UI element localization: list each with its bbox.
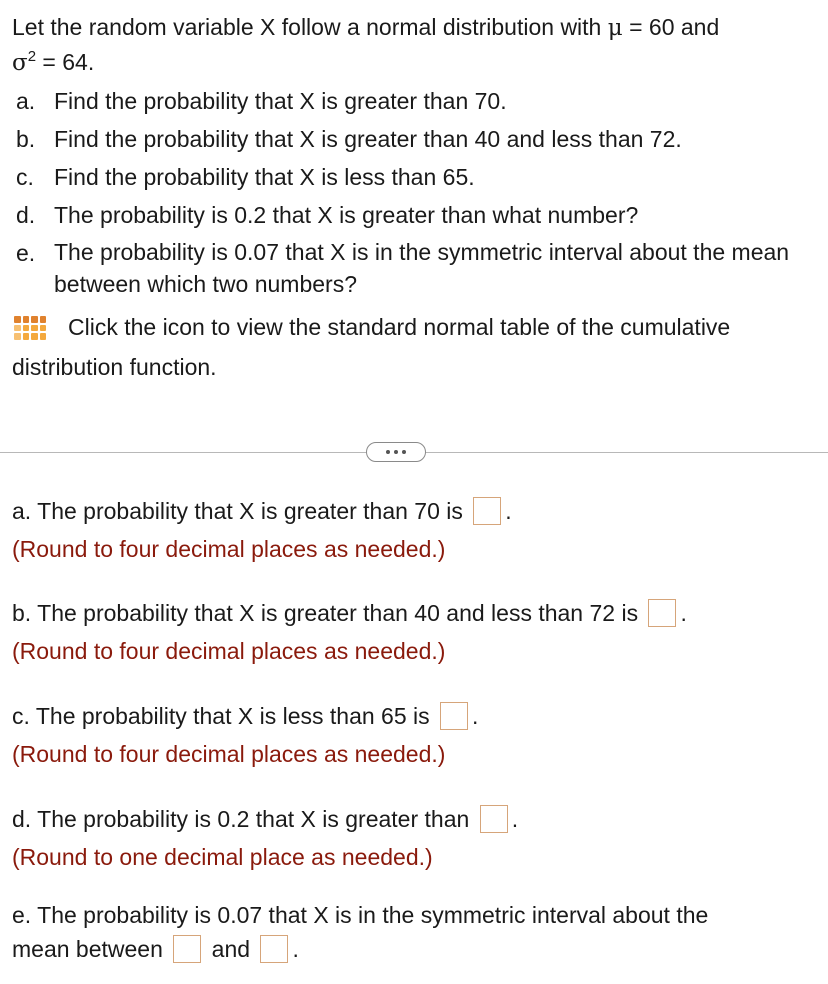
answer-c-input[interactable] (440, 702, 468, 730)
answer-e-input-low[interactable] (173, 935, 201, 963)
question-parts (12, 84, 822, 300)
part-letter: a. (16, 88, 36, 114)
answer-e (12, 898, 824, 966)
part-letter: d. (16, 202, 36, 228)
question-variance (12, 45, 822, 80)
dot-icon (402, 450, 406, 454)
answer-c-suffix: . (472, 703, 479, 729)
variance-value: = 64. (36, 49, 95, 75)
sigma-symbol: σ (12, 50, 28, 76)
intro-text: Let the random variable X follow a normal distribution with (12, 14, 608, 40)
answer-e-middle: and (205, 936, 257, 962)
part-letter: b. (16, 126, 36, 152)
normal-table-link (12, 310, 822, 384)
part-letter: e. (16, 240, 36, 266)
answer-b-suffix: . (680, 600, 687, 626)
dot-icon (394, 450, 398, 454)
part-d (12, 198, 822, 232)
mu-value: = 60 and (622, 14, 720, 40)
answer-a-suffix: . (505, 498, 512, 524)
part-letter: c. (16, 164, 34, 190)
question-intro (12, 10, 822, 45)
table-icon[interactable] (14, 316, 46, 340)
answer-b-input[interactable] (648, 599, 676, 627)
sigma-exponent: 2 (27, 48, 37, 65)
answer-e-input-high[interactable] (260, 935, 288, 963)
part-text: Find the probability that X is greater than 70. (54, 88, 507, 114)
answer-e-prefix: mean between (12, 936, 170, 962)
answer-d-input[interactable] (480, 805, 508, 833)
answer-a-note: (Round to four decimal places as needed.) (12, 536, 446, 562)
table-link-text: Click the icon to view the standard normal table of the cumulative (68, 314, 731, 340)
answer-c (12, 699, 824, 771)
answer-c-prefix: c. The probability that X is less than 65 is (12, 703, 437, 729)
answer-d (12, 802, 824, 874)
answer-d-note: (Round to one decimal place as needed.) (12, 844, 433, 870)
answer-b (12, 596, 824, 668)
part-a (12, 84, 822, 118)
answer-b-note: (Round to four decimal places as needed.) (12, 638, 446, 664)
part-text: The probability is 0.2 that X is greater than what number? (54, 202, 639, 228)
part-b (12, 122, 822, 156)
part-c (12, 160, 822, 194)
part-text: Find the probability that X is greater than 40 and less than 72. (54, 126, 682, 152)
answer-e-suffix: . (292, 936, 299, 962)
answer-d-prefix: d. The probability is 0.2 that X is greater than (12, 806, 476, 832)
expand-more-button[interactable] (366, 442, 426, 462)
answer-b-prefix: b. The probability that X is greater than 40 and less than 72 is (12, 600, 645, 626)
answer-a-prefix: a. The probability that X is greater than 70 is (12, 498, 470, 524)
answer-a-input[interactable] (473, 497, 501, 525)
mu-symbol: μ (607, 15, 623, 41)
part-text: The probability is 0.07 that X is in the symmetric interval about the mean between which two numbers? (54, 239, 790, 297)
answer-c-note: (Round to four decimal places as needed.) (12, 741, 446, 767)
part-text: Find the probability that X is less than 65. (54, 164, 475, 190)
dot-icon (386, 450, 390, 454)
question-text (12, 10, 822, 384)
table-link-text-continued: distribution function. (12, 354, 217, 380)
answer-e-line1: e. The probability is 0.07 that X is in the symmetric interval about the (12, 902, 709, 928)
answer-d-suffix: . (511, 806, 519, 832)
answer-a (12, 494, 824, 566)
part-e (12, 236, 822, 300)
